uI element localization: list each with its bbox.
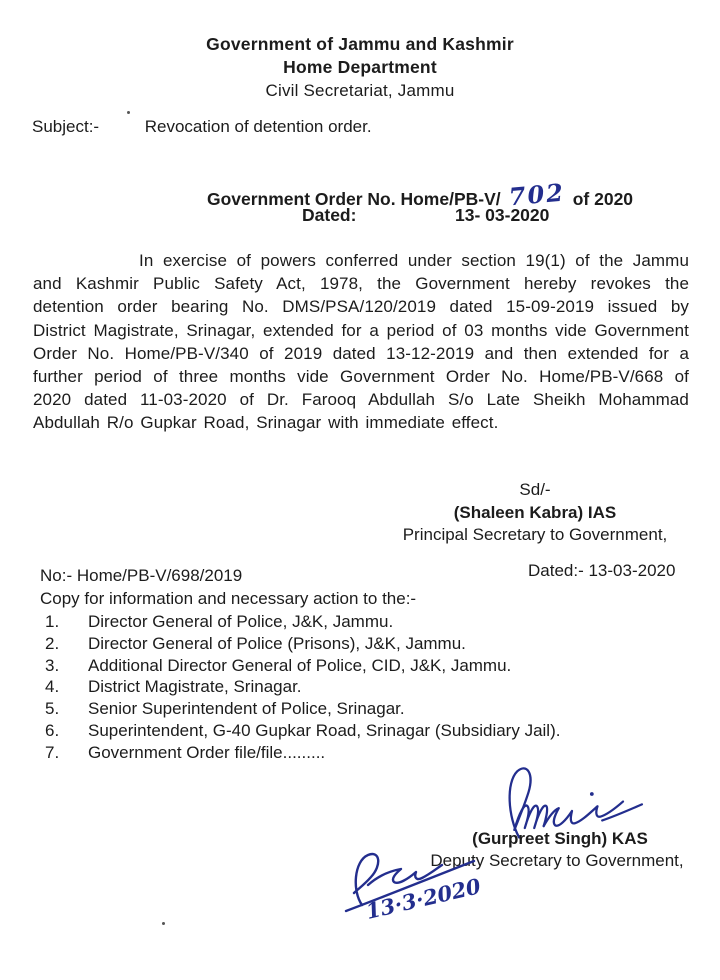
list-item-number: 2. xyxy=(45,633,60,653)
scan-artifact-dot xyxy=(127,111,130,114)
countersign-designation: Deputy Secretary to Government, xyxy=(430,851,684,870)
list-item xyxy=(45,677,560,699)
order-number-line xyxy=(120,177,720,212)
reference-date: Dated:- 13-03-2020 xyxy=(528,561,676,580)
countersign-name: (Gurpreet Singh) KAS xyxy=(472,829,648,848)
list-item-number: 4. xyxy=(45,677,60,697)
order-number-suffix: of 2020 xyxy=(572,189,634,209)
order-dated-value: 13- 03-2020 xyxy=(455,205,550,225)
sd-note: Sd/- xyxy=(519,480,551,499)
list-item-text: Additional Director General of Police, CID, J&K, Jammu. xyxy=(88,655,512,675)
department-title: Home Department xyxy=(283,57,437,77)
dispatch-date: 13·3·2020 xyxy=(363,873,484,924)
subject-row xyxy=(32,117,372,137)
order-dated-label: Dated: xyxy=(302,205,357,225)
list-item-text: Director General of Police (Prisons), J&K, Jammu. xyxy=(88,633,466,653)
list-item-text: Director General of Police, J&K, Jammu. xyxy=(88,612,394,631)
signatory-name: (Shaleen Kabra) IAS xyxy=(453,502,617,522)
list-item xyxy=(45,656,560,678)
list-item xyxy=(45,699,560,721)
dispatch-initials-note xyxy=(338,845,538,933)
signatory-designation: Principal Secretary to Government, xyxy=(402,525,668,544)
scan-artifact-dot xyxy=(162,922,165,925)
list-item xyxy=(45,612,560,634)
list-item-text: District Magistrate, Srinagar. xyxy=(88,677,302,697)
list-item-number: 3. xyxy=(45,655,60,675)
secretariat-line: Civil Secretariat, Jammu xyxy=(265,81,455,100)
list-item xyxy=(45,634,560,656)
principal-secretary-block xyxy=(370,479,700,547)
list-item-text: Superintendent, G-40 Gupkar Road, Srinagar (Subsidiary Jail). xyxy=(88,720,561,740)
reference-number: No:- Home/PB-V/698/2019 xyxy=(40,566,243,585)
letterhead xyxy=(0,33,720,102)
order-body-paragraph: In exercise of powers conferred under section 19(1) of the Jammu and Kashmir Public Safety Act, 1978, the Government hereby revokes the detention order bearing No. DMS/PSA/120/2019 dated 15-09-2019 issued by District Magistrate, Srinagar, extended for a period of 03 months vide Government Order No. Home/PB-V/340 of 2019 dated 13-12-2019 and then extended for a further period of three months vide Government Order No. Home/PB-V/668 of 2020 dated 11-03-2020 of Dr. Farooq Abdullah S/o Late Sheikh Mohammad Abdullah R/o Gupkar Road, Srinagar with immediate effect. xyxy=(33,251,689,433)
list-item-text: Government Order file/file......... xyxy=(88,742,326,762)
government-title: Government of Jammu and Kashmir xyxy=(206,34,514,54)
order-number-prefix: Government Order No. Home/PB-V/ xyxy=(206,189,501,209)
list-item-number: 1. xyxy=(45,612,60,631)
list-item-number: 7. xyxy=(45,742,60,762)
copy-to-list xyxy=(45,612,560,765)
subject-value: Revocation of detention order. xyxy=(144,117,372,136)
list-item-text: Senior Superintendent of Police, Srinagar. xyxy=(88,699,405,719)
list-item xyxy=(45,721,560,743)
copy-to-heading: Copy for information and necessary action to the:- xyxy=(40,589,417,608)
subject-label: Subject:- xyxy=(32,117,100,136)
list-item-number: 5. xyxy=(45,699,60,719)
handwritten-order-number: 702 xyxy=(507,177,566,212)
list-item-number: 6. xyxy=(45,720,60,740)
